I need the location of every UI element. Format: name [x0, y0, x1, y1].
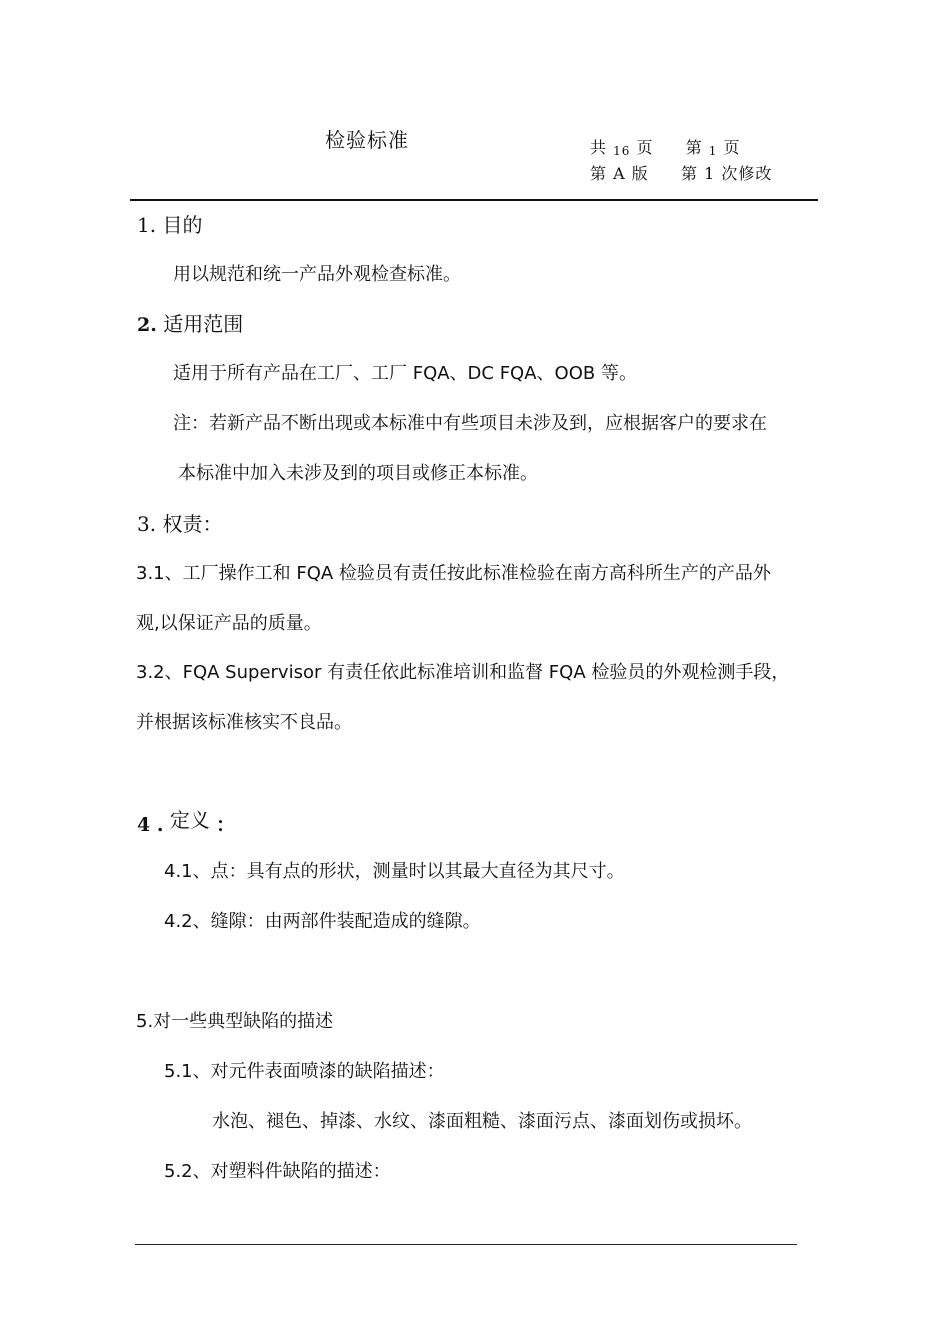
section-4-heading [137, 804, 236, 836]
section-5-1-heading: 5.1、对元件表面喷漆的缺陷描述： [164, 1061, 445, 1082]
section-5-2-heading: 5.2、对塑料件缺陷的描述： [164, 1161, 391, 1182]
section-4-number: 4 . [137, 814, 164, 836]
section-3-heading: 3. 权责： [137, 512, 223, 536]
section-5-heading: 5.对一些典型缺陷的描述 [136, 1011, 334, 1032]
section-2-note-line-2: 本标准中加入未涉及到的项目或修正本标准。 [178, 463, 538, 484]
header-divider [130, 199, 818, 201]
version-line [590, 161, 772, 184]
revision-suffix: 次修改 [721, 164, 773, 183]
section-2-title: 适用范围 [163, 312, 244, 336]
page-number: 1 [708, 144, 718, 158]
section-2-number: 2. [137, 314, 157, 336]
section-1-text: 用以规范和统一产品外观检查标准。 [173, 264, 461, 285]
version: A [613, 164, 626, 183]
section-4-colon: ： [216, 814, 236, 836]
section-2-text: 适用于所有产品在工厂、工厂 FQA、DC FQA、OOB 等。 [173, 363, 637, 384]
page-number-suffix: 页 [723, 138, 741, 157]
section-3-1-line-2: 观,以保证产品的质量。 [136, 613, 322, 634]
section-2-heading [137, 308, 243, 337]
footer-divider [135, 1244, 797, 1245]
section-4-title: 定义 [169, 808, 210, 832]
page-count-line [590, 135, 741, 158]
total-pages-suffix: 页 [636, 138, 654, 157]
section-3-2-line-2: 并根据该标准核实不良品。 [136, 712, 352, 733]
page-number-prefix: 第 [685, 138, 703, 157]
revision: 1 [704, 164, 716, 183]
version-suffix: 版 [631, 164, 649, 183]
total-pages: 16 [613, 144, 631, 158]
revision-prefix: 第 [680, 164, 698, 183]
document-title: 检验标准 [325, 128, 409, 152]
section-2-note-line-1: 注：若新产品不断出现或本标准中有些项目未涉及到，应根据客户的要求在 [173, 413, 767, 434]
section-3-2-line-1: 3.2、FQA Supervisor 有责任依此标准培训和监督 FQA 检验员的外观检测手段， [136, 662, 790, 683]
section-1-heading: 1. 目的 [137, 213, 203, 237]
definition-4-2: 4.2、缝隙：由两部件装配造成的缝隙。 [164, 911, 481, 932]
version-prefix: 第 [590, 164, 608, 183]
total-pages-prefix: 共 [590, 138, 608, 157]
section-3-1-line-1: 3.1、工厂操作工和 FQA 检验员有责任按此标准检验在南方高科所生产的产品外 [136, 563, 771, 584]
section-5-1-items: 水泡、褪色、掉漆、水纹、漆面粗糙、漆面污点、漆面划伤或损坏。 [212, 1111, 752, 1132]
definition-4-1: 4.1、点：具有点的形状，测量时以其最大直径为其尺寸。 [164, 861, 625, 882]
